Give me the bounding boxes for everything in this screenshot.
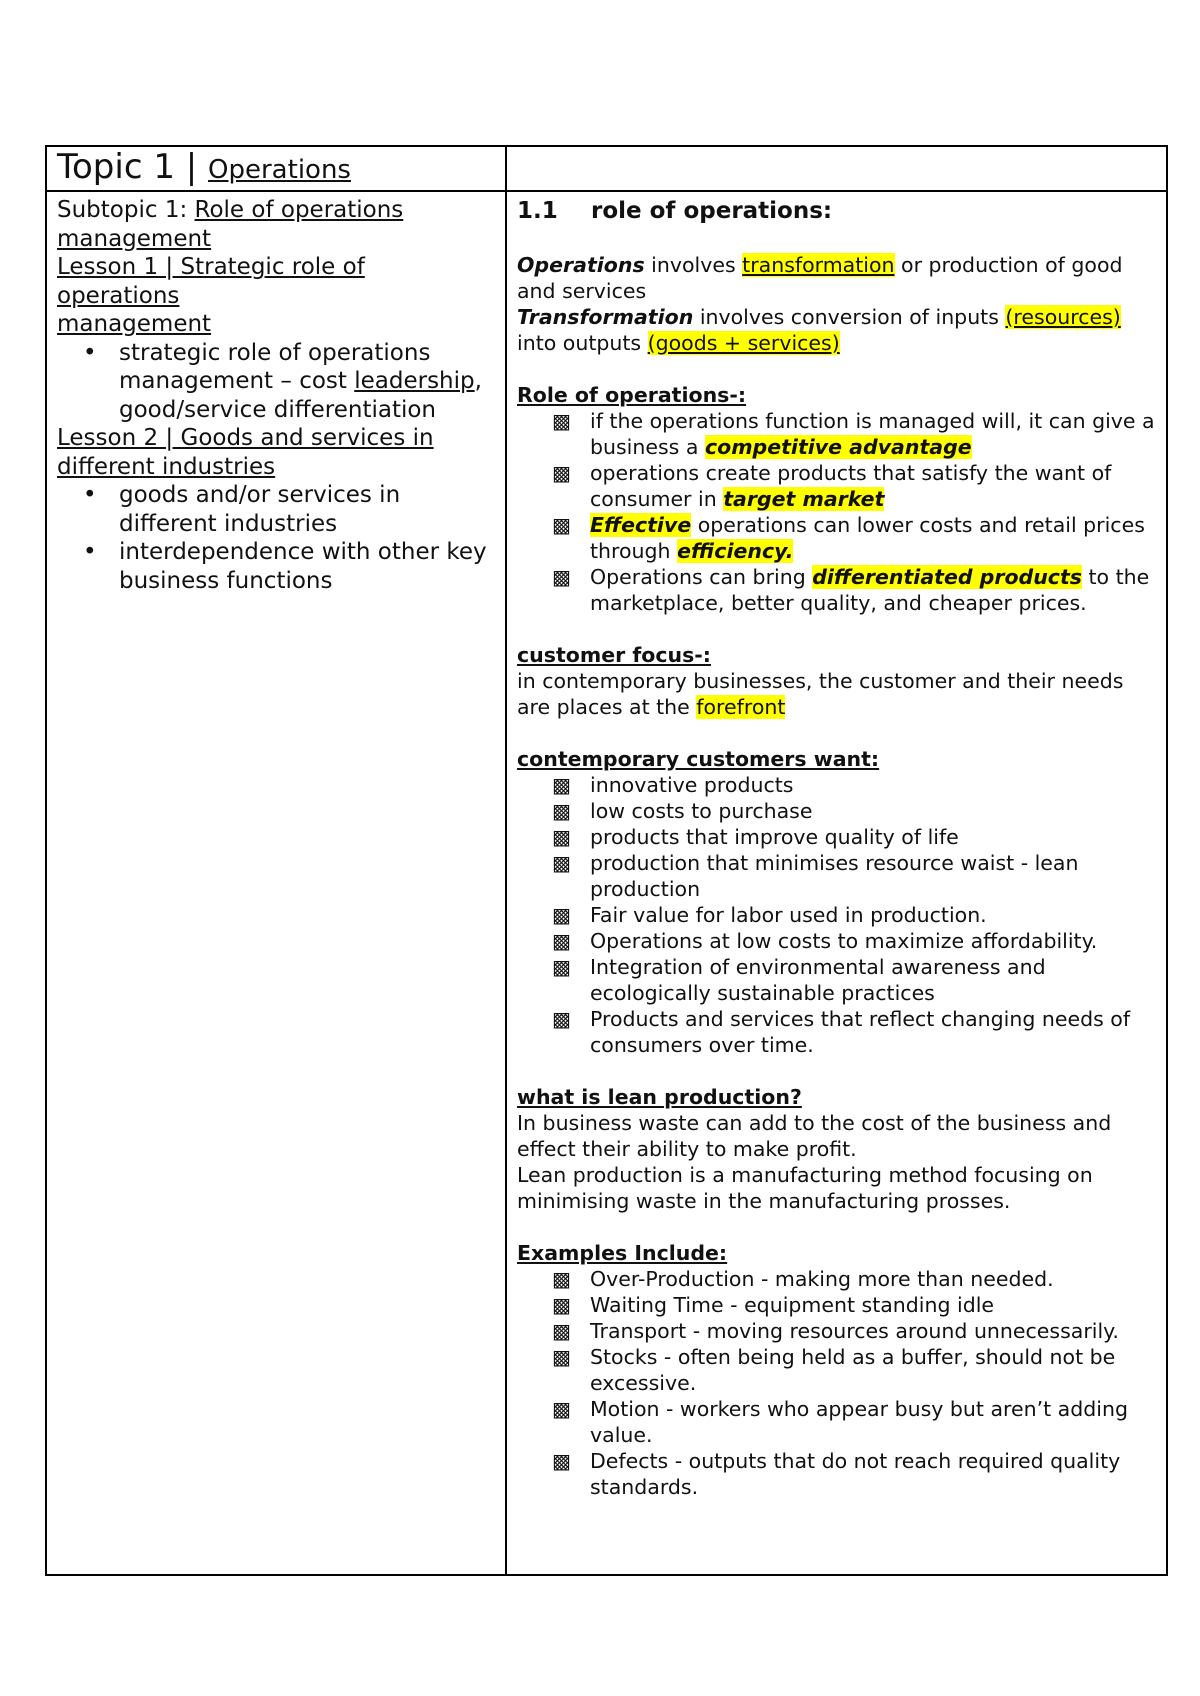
- content-row: [46, 191, 1167, 1575]
- list-item: ▩ Fair value for labor used in production.: [590, 902, 1156, 928]
- subtopic-prefix: Subtopic 1:: [57, 197, 195, 223]
- examples-list: [517, 1266, 1156, 1500]
- customer-focus-text: [517, 668, 1156, 720]
- role-point: [590, 460, 1156, 512]
- highlight-goods-services: (goods + services): [647, 331, 840, 355]
- role-list: [517, 408, 1156, 616]
- subtopic-name: Role of operations: [194, 197, 404, 223]
- header-row: [46, 146, 1167, 191]
- lesson2-point: • goods and/or services in different industries: [119, 481, 497, 538]
- text: if the operations function is managed will, it can give a business a: [590, 409, 1155, 459]
- lesson1-point-underlined: leadership: [354, 368, 475, 394]
- highlight-differentiated-products: differentiated products: [812, 565, 1082, 589]
- lesson2-title-cont: different industries: [57, 453, 276, 480]
- highlight-competitive-advantage: competitive advantage: [704, 435, 972, 459]
- lesson2-list: [57, 481, 497, 595]
- text: operations create products that satisfy the want of consumer in: [590, 461, 1112, 511]
- highlight-effective: Effective: [590, 513, 692, 537]
- list-item: ▩ Products and services that reflect changing needs of consumers over time.: [590, 1006, 1156, 1058]
- subtopic-line: [57, 196, 497, 225]
- topic-name: Operations: [208, 155, 351, 185]
- list-item: ▩ production that minimises resource waist - lean production: [590, 850, 1156, 902]
- highlight-transformation: transformation: [742, 253, 895, 277]
- text: or production of good and services: [517, 253, 1123, 303]
- lesson1-list: [57, 339, 497, 425]
- list-item: ▩ products that improve quality of life: [590, 824, 1156, 850]
- highlight-target-market: target market: [723, 487, 885, 511]
- lesson1-title: Lesson 1 | Strategic role of: [57, 254, 365, 280]
- role-point: [590, 564, 1156, 616]
- list-item: ▩ Transport - moving resources around unnecessarily.: [590, 1318, 1156, 1344]
- text: operations can lower costs and retail prices through: [590, 513, 1145, 563]
- lesson1-title-cont: operations: [57, 282, 180, 309]
- topic-title: [47, 147, 505, 190]
- list-item: ▩ Motion - workers who appear busy but aren’t adding value.: [590, 1396, 1156, 1448]
- notes-table: [45, 145, 1168, 1576]
- lesson1-title-cont2: management: [57, 311, 212, 337]
- header-left-cell: [46, 146, 506, 191]
- text: involves conversion of inputs: [693, 305, 1006, 329]
- text: involves: [644, 253, 743, 277]
- list-item: ▩ Integration of environmental awareness and ecologically sustainable practices: [590, 954, 1156, 1006]
- lesson2-point: • interdependence with other key business functions: [119, 538, 497, 595]
- list-item: ▩ low costs to purchase: [590, 798, 1156, 824]
- lesson2-title: Lesson 2 | Goods and services in: [57, 425, 434, 451]
- list-item: ▩ Over-Production - making more than needed.: [590, 1266, 1156, 1292]
- left-cell: [46, 191, 506, 1575]
- list-item: ▩ innovative products: [590, 772, 1156, 798]
- lean-production-heading: what is lean production?: [517, 1085, 802, 1109]
- text: to the marketplace, better quality, and cheaper prices.: [590, 565, 1150, 615]
- header-right-cell: [506, 146, 1167, 191]
- lesson1-point: [119, 339, 497, 425]
- contemporary-customers-heading: contemporary customers want:: [517, 747, 880, 771]
- highlight-resources: (resources): [1005, 305, 1121, 329]
- text: into outputs: [517, 331, 648, 355]
- highlight-efficiency: efficiency.: [677, 539, 794, 563]
- role-point: [590, 512, 1156, 564]
- lean-text: Lean production is a manufacturing method focusing on minimising waste in the manufacturing prosses.: [517, 1163, 1093, 1213]
- lesson1-point-text: strategic role of operations management – cost: [119, 339, 431, 394]
- text: Operations can bring: [590, 565, 813, 589]
- examples-heading: Examples Include:: [517, 1241, 728, 1265]
- section-title: role of operations:: [591, 198, 833, 224]
- subtopic-name-cont: management: [57, 225, 212, 252]
- section-heading: [517, 196, 1156, 226]
- highlight-forefront: forefront: [696, 695, 786, 719]
- customers-want-list: [517, 772, 1156, 1058]
- operations-definition: [517, 252, 1156, 304]
- lean-text: In business waste can add to the cost of the business and effect their ability to make profit.: [517, 1111, 1112, 1161]
- role-point: [590, 408, 1156, 460]
- list-item: ▩ Waiting Time - equipment standing idle: [590, 1292, 1156, 1318]
- operations-term: Operations: [517, 253, 645, 277]
- list-item: ▩ Defects - outputs that do not reach required quality standards.: [590, 1448, 1156, 1500]
- lesson1-point-text-end: , good/service differentiation: [119, 368, 482, 423]
- right-cell: [506, 191, 1167, 1575]
- list-item: ▩ Operations at low costs to maximize affordability.: [590, 928, 1156, 954]
- list-item: ▩ Stocks - often being held as a buffer, should not be excessive.: [590, 1344, 1156, 1396]
- role-heading: Role of operations-:: [517, 383, 747, 407]
- transformation-term: Transformation: [517, 305, 694, 329]
- section-number: 1.1: [517, 198, 558, 224]
- topic-prefix: Topic 1 |: [57, 147, 209, 187]
- text: in contemporary businesses, the customer and their needs are places at the: [517, 669, 1124, 719]
- customer-focus-heading: customer focus-:: [517, 643, 711, 667]
- transformation-definition: [517, 304, 1156, 356]
